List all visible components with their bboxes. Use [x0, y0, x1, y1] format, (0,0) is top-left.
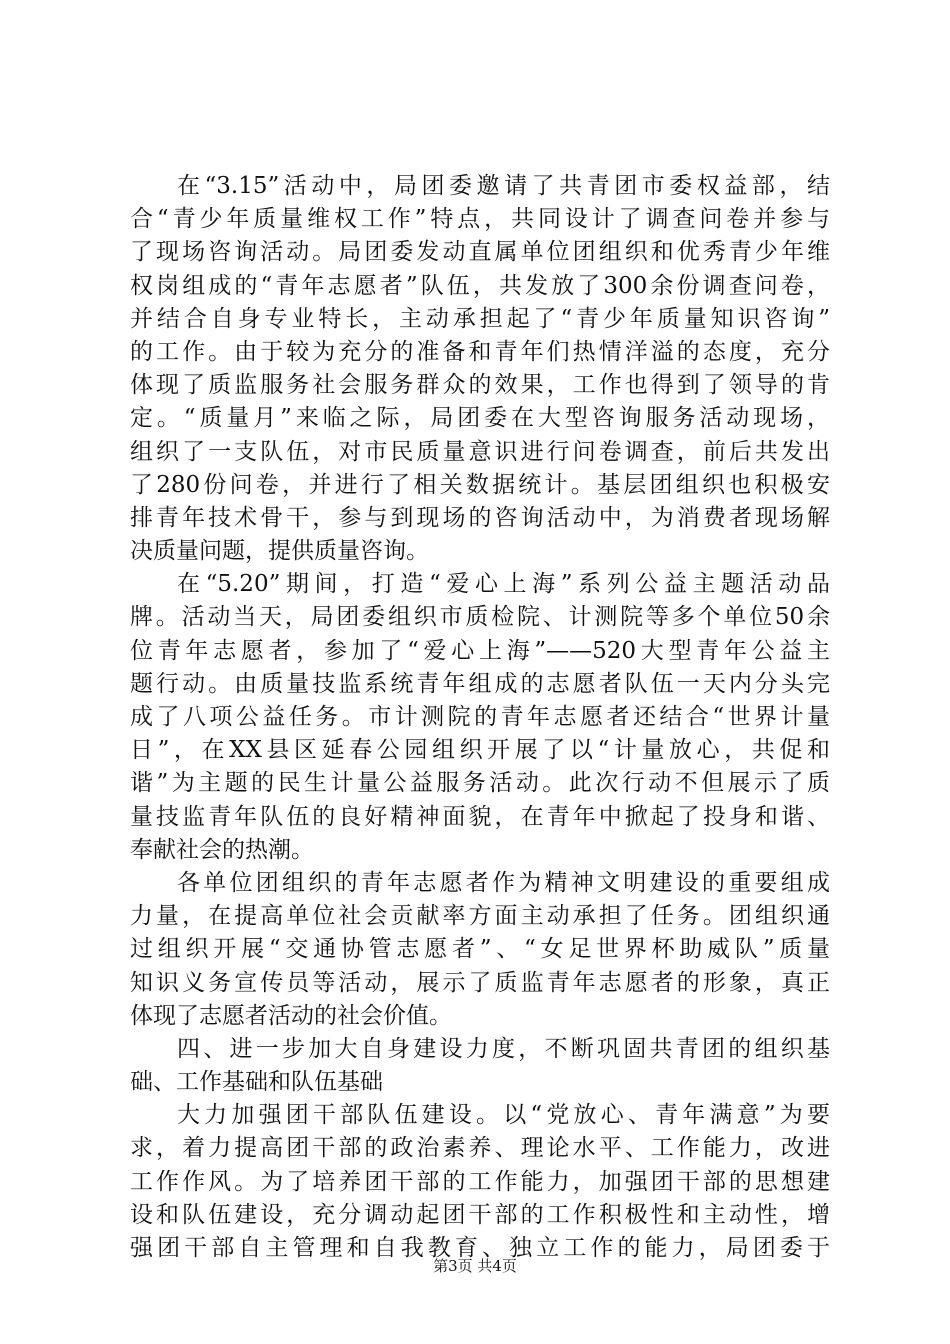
text-line: 了现场咨询活动。局团委发动直属单位团组织和优秀青少年维: [130, 239, 830, 266]
text-line: 的工作。由于较为充分的准备和青年们热情洋溢的态度，充分: [130, 338, 830, 365]
text-line: 四、进一步加大自身建设力度，不断巩固共青团的组织基: [177, 1035, 830, 1062]
text-line: 力量，在提高单位社会贡献率方面主动承担了任务。团组织通: [130, 903, 830, 930]
text-line: 各单位团组织的青年志愿者作为精神文明建设的重要组成: [177, 869, 830, 896]
text-line: 成了八项公益任务。市计测院的青年志愿者还结合“世界计量: [130, 704, 830, 730]
text-line: 牌。活动当天，局团委组织市质检院、计测院等多个单位50余: [130, 604, 830, 631]
text-line: 体现了质监服务社会服务群众的效果，工作也得到了领导的肯: [130, 372, 830, 399]
text-line: 了280份问卷，并进行了相关数据统计。基层团组织也积极安: [130, 471, 830, 498]
text-line: 体现了志愿者活动的社会价值。: [130, 1002, 452, 1029]
text-line: 奉献社会的热潮。: [130, 836, 314, 863]
text-line: 础、工作基础和队伍基础: [130, 1069, 383, 1096]
text-line: 大力加强团干部队伍建设。以“党放心、青年满意”为要: [177, 1102, 830, 1129]
text-line: 在“5.20”期间，打造“爱心上海”系列公益主题活动品: [177, 571, 830, 598]
text-line: 定。“质量月”来临之际，局团委在大型咨询服务活动现场，: [130, 405, 830, 432]
text-line: 求，着力提高团干部的政治素养、理论水平、工作能力，改进: [130, 1135, 830, 1162]
document-body: [130, 170, 830, 1265]
text-line: 并结合自身专业特长，主动承担起了“青少年质量知识咨询”: [130, 305, 830, 332]
text-line: 设和队伍建设，充分调动起团干部的工作积极性和主动性，增: [130, 1201, 830, 1228]
text-line: 量技监青年队伍的良好精神面貌，在青年中掀起了投身和谐、: [130, 803, 830, 830]
page-footer: 第3页 共4页: [433, 1257, 517, 1275]
text-line: 排青年技术骨干，参与到现场的咨询活动中，为消费者现场解: [130, 504, 830, 531]
text-line: 组织了一支队伍，对市民质量意识进行问卷调查，前后共发出: [130, 438, 830, 465]
text-line: 合“青少年质量维权工作”特点，共同设计了调查问卷并参与: [130, 206, 830, 233]
text-line: 题行动。由质量技监系统青年组成的志愿者队伍一天内分头完: [130, 670, 830, 697]
text-line: 位青年志愿者，参加了“爱心上海”——520大型青年公益主: [130, 637, 830, 664]
text-line: 决质量问题，提供质量咨询。: [130, 538, 429, 565]
text-line: 权岗组成的“青年志愿者”队伍，共发放了300余份调查问卷，: [130, 272, 830, 299]
text-line: 谐”为主题的民生计量公益服务活动。此次行动不但展示了质: [130, 770, 830, 797]
text-line: 过组织开展“交通协管志愿者”、“女足世界杯助威队”质量: [130, 936, 830, 963]
text-line: 强团干部自主管理和自我教育、独立工作的能力，局团委于: [130, 1235, 830, 1261]
text-line: 日”，在XX县区延春公园组织开展了以“计量放心，共促和: [130, 737, 830, 764]
text-line: 在“3.15”活动中，局团委邀请了共青团市委权益部，结: [177, 173, 830, 199]
text-line: 工作作风。为了培养团干部的工作能力，加强团干部的思想建: [130, 1168, 830, 1195]
text-line: 知识义务宣传员等活动，展示了质监青年志愿者的形象，真正: [130, 969, 830, 996]
